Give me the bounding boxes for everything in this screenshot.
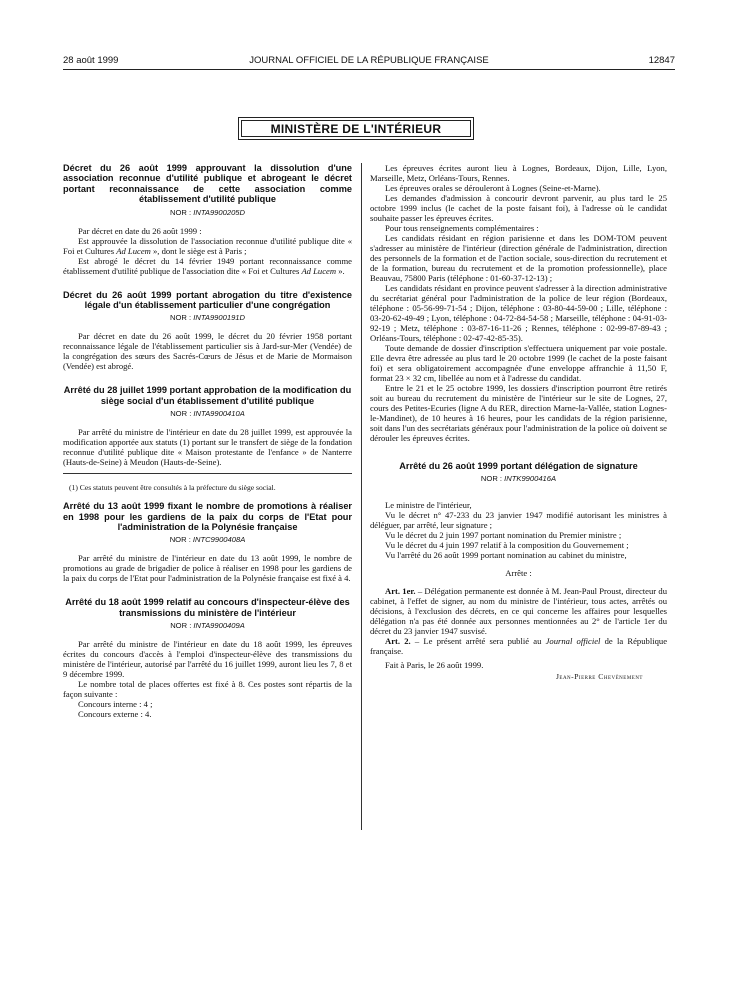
arrete-4-visa: Vu le décret n° 47-233 du 23 janvier 1947 modifié autorisant les ministres à déléguer, par arrêté, leur signature ; — [370, 510, 667, 531]
exam-para: Les épreuves orales se dérouleront à Lognes (Seine-et-Marne). — [385, 183, 601, 193]
arrete-2-para: Par arrêté du ministre de l'intérieur en date du 13 août 1999, le nombre de promotions au grade de brigadier de police à réaliser en 1998 pour les gardiens de la paix du corps de l'Etat pour l'administration de la Polynésie française est fixé à 4. — [63, 553, 352, 584]
article-2: Art. 2. – Le présent arrêté sera publié au Journal officiel de la République française. — [370, 636, 668, 657]
header-page-number: 12847 — [648, 55, 675, 66]
ministry-title: MINISTÈRE DE L'INTÉRIEUR — [241, 120, 471, 137]
exam-para: Pour tous renseignements complémentaires : — [385, 223, 539, 233]
column-divider — [361, 163, 362, 830]
arrete-1-title: Arrêté du 28 juillet 1999 portant approbation de la modification du siège social d'un établissement d'utilité publique — [63, 385, 352, 406]
arrete-4-nor: NOR : INTK9900416A — [480, 474, 557, 484]
exam-para: Les candidats résidant en région parisienne et dans les DOM-TOM peuvent s'adresser au ministère de l'intérieur (direction générale de l'administration, direction des personnels de la formation et de l'action sociale, sous-direction du recrutement et de la formation, bureau du recrutement et de la promotion professionnelle), place Beauvau, 75800 Paris (téléphone : 01-60-37-12-13) ; — [370, 233, 667, 283]
arrete-4-visa: Vu le décret du 4 juin 1997 relatif à la composition du Gouvernement ; — [385, 540, 629, 551]
running-header — [63, 55, 675, 67]
arrete-1-nor: NOR : INTA9900410A — [170, 409, 245, 419]
footnote-rule — [63, 473, 352, 474]
footnote: (1) Ces statuts peuvent être consultés à la préfecture du siège social. — [69, 483, 276, 493]
done-at: Fait à Paris, le 26 août 1999. — [385, 660, 484, 671]
arrete-4-arrete: Arrête : — [505, 568, 532, 579]
exam-para: Toute demande de dossier d'inscription s'effectuera uniquement par voie postale. Elle devra être adressée au plus tard le 20 octobre 1999 (le cachet de la poste faisant foi) et sera obligatoirement accompagnée d'une enveloppe affranchie à 11,50 F, format 23 × 32 cm, libellée au nom et à l'adresse du candidat. — [370, 343, 667, 383]
exam-para: Les demandes d'admission à concourir devront parvenir, au plus tard le 25 octobre 1999 inclus (le cachet de la poste faisant foi), à l'adresse où le candidat souhaite passer les épreuves écrites. — [370, 193, 667, 223]
arrete-3-para: Par arrêté du ministre de l'intérieur en date du 18 août 1999, les épreuves écrites du concours d'accès à l'emploi d'inspecteur-élève des transmissions du ministère de l'intérieur, autorisé par l'arrêté du 16 juillet 1999, auront lieu les 7, 8 et 9 décembre 1999. — [63, 639, 352, 680]
arrete-3-para: Concours interne : 4 ; — [78, 699, 153, 710]
decree-1-para: Par décret en date du 26 août 1999 : — [78, 225, 202, 236]
arrete-3-title: Arrêté du 18 août 1999 relatif au concours d'inspecteur-élève des transmissions du ministère de l'intérieur — [65, 597, 350, 618]
arrete-2-nor: NOR : INTC9900408A — [169, 535, 246, 545]
decree-2-nor: NOR : INTA9900191D — [170, 313, 245, 323]
article-1: Art. 1er. – Délégation permanente est donnée à M. Jean-Paul Proust, directeur du cabinet, à l'effet de signer, au nom du ministre de l'intérieur, tous actes, arrêtés ou décisions, à l'exclusion des décrets, en ce qui concerne les affaires pour lesquelles délégation n'a pas été donnée aux personnes mentionnées au 2° de l'article 1er du décret du 23 janvier 1947 susvisé. — [370, 586, 668, 637]
exam-para: Les candidats résidant en province peuvent s'adresser à la direction administrative du secrétariat général pour l'administration de la police de leur région (Bordeaux, téléphone : 05-56-99-71-54 ; Dijon, téléphone : 03-80-44-59-00 ; Lille, téléphone : 03-20-62-49-49 ; Lyon, téléphone : 04-72-84-54-58 ; Marseille, téléphone : 04-91-03-92-19 ; Metz, téléphone : 03-87-16-11-26 ; Rennes, téléphone : 02-99-87-89-43 ; Orléans-Tours, téléphone : 02-47-42-85-35). — [370, 283, 667, 343]
arrete-3-nor: NOR : INTA9900409A — [170, 621, 245, 631]
arrete-3-para: Concours externe : 4. — [78, 709, 152, 720]
left-column — [63, 163, 352, 719]
arrete-2-title: Arrêté du 13 août 1999 fixant le nombre de promotions à réaliser en 1998 pour les gardiens de la paix du corps de l'Etat pour l'administration de la Polynésie française — [63, 501, 352, 533]
exam-para: Entre le 21 et le 25 octobre 1999, les dossiers d'inscription pourront être retirés soit au bureau du recrutement du ministère de l'intérieur sur le site de Lognes, 27, cours des Petites-Ecuries (ligne A du RER, direction Marne-la-Vallée, station Lognes-le-Mandinet), de 10 heures à 16 heures, pour les candidats de la région parisienne, soit dans l'un des secrétariats généraux pour l'administration de la police où doivent se dérouler les épreuves écrites. — [370, 383, 667, 443]
arrete-1-para: Par arrêté du ministre de l'intérieur en date du 28 juillet 1999, est approuvée la modification apportée aux statuts (1) portant sur le transfert de siège de la fondation reconnue d'utilité publique dite « Maison protestante de l'enfance » de Nanterre (Hauts-de-Seine) à Meudon (Hauts-de-Seine). — [63, 427, 352, 468]
exam-para: Les épreuves écrites auront lieu à Lognes, Bordeaux, Dijon, Lille, Lyon, Marseille, Metz, Orléans-Tours, Rennes. — [370, 163, 667, 183]
decree-2-title: Décret du 26 août 1999 portant abrogation du titre d'existence légale d'un établissement particulier d'une congrégation — [63, 289, 352, 311]
header-journal-title: JOURNAL OFFICIEL DE LA RÉPUBLIQUE FRANÇAISE — [249, 55, 489, 66]
decree-1-para: Est approuvée la dissolution de l'association reconnue d'utilité publique dite « Foi et Cultures Ad Lucem », dont le siège est à Paris ; — [63, 235, 352, 256]
decree-1-nor: NOR : INTA9900205D — [170, 207, 245, 217]
decree-1-title: Décret du 26 août 1999 approuvant la dissolution d'une association reconnue d'utilité publique et abrogeant le décret portant reconnaissance de cette association comme établissement d'utilité publique — [63, 163, 352, 205]
arrete-3-para: Le nombre total de places offertes est fixé à 8. Ces postes sont répartis de la façon suivante : — [63, 679, 352, 700]
header-date: 28 août 1999 — [63, 55, 119, 66]
arrete-4-title: Arrêté du 26 août 1999 portant délégation de signature — [399, 461, 638, 471]
ministry-box — [238, 117, 474, 140]
signature: Jean-Pierre Chevènement — [555, 672, 643, 682]
arrete-4-visa: Vu l'arrêté du 26 août 1999 portant nomination au cabinet du ministre, — [385, 550, 627, 561]
right-column — [370, 163, 667, 682]
arrete-4-para: Le ministre de l'intérieur, — [385, 500, 472, 511]
arrete-4-visa: Vu le décret du 2 juin 1997 portant nomination du Premier ministre ; — [385, 530, 622, 541]
decree-2-para: Par décret en date du 26 août 1999, le décret du 20 février 1958 portant reconnaissance légale de l'établissement particulier sis à Jard-sur-Mer (Vendée) de la congrégation des sœurs des Sacrés-Cœurs de Jésus et de Marie de Mormaison (Vendée) est abrogé. — [63, 331, 352, 372]
decree-1-para: Est abrogé le décret du 14 février 1949 portant reconnaissance comme établissement d'utilité publique de l'association dite « Foi et Cultures Ad Lucem ». — [63, 255, 352, 276]
header-rule — [63, 69, 675, 70]
